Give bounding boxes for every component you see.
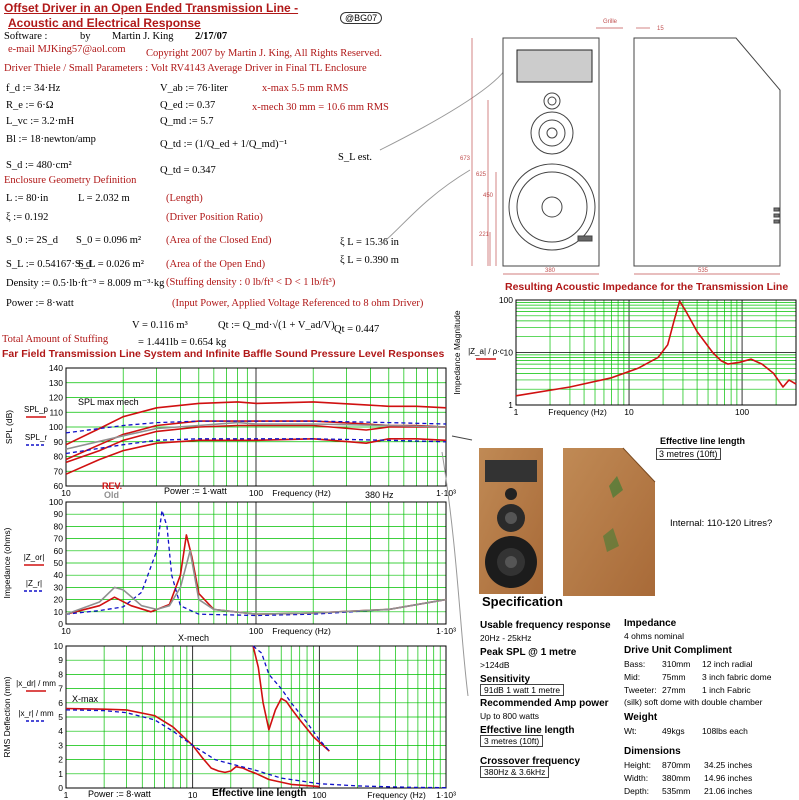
rev-label: REV. — [102, 481, 123, 491]
id-tag: @BG07 — [340, 12, 382, 24]
param-qtd-formula: Q_td := (1/Q_ed + 1/Q_md)⁻¹ — [160, 139, 288, 150]
title-line-2: Acoustic and Electrical Response — [8, 16, 201, 30]
spec-depth: Depth: 535mm 21.06 inches — [624, 786, 753, 796]
geo-qt-formula: Qt := Q_md·√(1 + V_ad/V) — [218, 320, 335, 331]
x-tick-label: 1·10³ — [436, 626, 456, 636]
geo-L: L := 80·in — [6, 193, 49, 204]
param-qmd: Q_md := 5.7 — [160, 116, 214, 127]
date: 2/17/07 — [195, 31, 228, 42]
y-tick-label: 4 — [58, 726, 63, 737]
y-axis-label: SPL (dB) — [4, 409, 14, 445]
x-tick-label: 1 — [63, 790, 69, 800]
software-label: Software : — [4, 31, 48, 42]
y-tick-label: 0 — [58, 783, 63, 793]
power-1w-label: Power := 1·watt — [164, 486, 227, 496]
dim-625: 625 — [476, 172, 487, 178]
legend-label: SPL_r — [24, 433, 48, 442]
grille-label: Grille — [603, 19, 618, 25]
spec-impedance-heading: Impedance — [624, 618, 677, 629]
y-tick-label: 70 — [53, 533, 63, 544]
ts-heading: Driver Thiele / Small Parameters : Volt RV4143 Average Driver in Final TL Enclosure — [4, 63, 367, 74]
legend-label: |Z_a| / ρ·c — [468, 347, 504, 356]
y-tick-label: 60 — [53, 545, 63, 556]
y-tick-label: 40 — [53, 570, 63, 581]
y-tick-label: 8 — [58, 669, 63, 680]
y-tick-label: 90 — [53, 509, 63, 520]
x-axis-label: Frequency (Hz) — [272, 488, 331, 498]
y-tick-label: 60 — [53, 481, 63, 491]
x-max-label: X-max — [72, 694, 99, 704]
spec-tweeter: Tweeter: 27mm 1 inch Fabric — [624, 685, 751, 695]
y-tick-label: 100 — [48, 497, 63, 507]
param-sd: S_d := 480·cm² — [6, 160, 72, 171]
geo-s0-m: S_0 = 0.096 m² — [76, 235, 142, 246]
y-tick-label: 9 — [58, 655, 63, 666]
dim-450: 450 — [483, 193, 494, 199]
y-tick-label: 80 — [53, 451, 63, 462]
old-label: Old — [104, 490, 119, 500]
param-fd: f_d := 34·Hz — [6, 83, 61, 94]
geo-xil-in: ξ L = 15.36 in — [340, 237, 399, 248]
spec-sensitivity: Sensitivity 91dB 1 watt 1 metre — [480, 674, 620, 695]
y-tick-label: 80 — [53, 521, 63, 532]
dim-535: 535 — [698, 268, 709, 274]
y-tick-label: 70 — [53, 466, 63, 477]
speaker-front-photo — [479, 448, 543, 594]
spec-weight-heading: Weight — [624, 712, 658, 723]
spec-impedance-value: 4 ohms nominal — [624, 631, 685, 641]
geometry-heading: Enclosure Geometry Definition — [4, 175, 137, 186]
y-tick-label: 140 — [48, 363, 63, 373]
geo-L-note: (Length) — [166, 193, 203, 204]
side-view — [634, 38, 780, 266]
y-tick-label: 30 — [53, 582, 63, 593]
hz380-label: 380 Hz — [365, 490, 394, 500]
effective-line-right: Effective line length — [660, 436, 746, 446]
by-label: by — [80, 31, 91, 42]
spec-crossover: Crossover frequency 380Hz & 3.6kHz — [480, 756, 581, 777]
geo-sl-note: (Area of the Open End) — [166, 259, 266, 270]
x-tick-label: 100 — [312, 790, 327, 800]
y-tick-label: 20 — [53, 594, 63, 605]
xmax-note: x-max 5.5 mm RMS — [262, 83, 349, 94]
spec-right-column — [624, 618, 796, 796]
geo-xi-note: (Driver Position Ratio) — [166, 212, 263, 223]
param-re: R_e := 6·Ω — [6, 100, 54, 111]
geo-xi: ξ := 0.192 — [6, 212, 49, 223]
y-tick-label: 1 — [58, 768, 63, 779]
spec-drive-heading: Drive Unit Compliment — [624, 645, 732, 656]
spec-dimensions-heading: Dimensions — [624, 746, 681, 757]
dim-221: 221 — [479, 232, 490, 238]
geo-sl: S_L := 0.54167·S_d — [6, 259, 92, 270]
y-tick-label: 10 — [53, 606, 63, 617]
spec-line-length: Effective line length 3 metres (10ft) — [480, 725, 575, 746]
param-qed: Q_ed := 0.37 — [160, 100, 216, 111]
far-field-title: Far Field Transmission Line System and Infinite Baffle Sound Pressure Level Responses — [2, 348, 445, 360]
spec-bass: Bass: 310mm 12 inch radial — [624, 659, 753, 669]
xmech-note: x-mech 30 mm = 10.6 mm RMS — [252, 102, 389, 113]
x-tick-label: 1·10³ — [436, 790, 456, 800]
front-view — [503, 38, 599, 266]
param-lvc: L_vc := 3.2·mH — [6, 116, 75, 127]
internal-volume-note: Internal: 110-120 Litres? — [670, 518, 773, 529]
y-tick-label: 2 — [58, 754, 63, 765]
deflection-chart — [0, 634, 456, 800]
geo-L-m: L = 2.032 m — [78, 193, 130, 204]
y-tick-label: 10 — [503, 347, 513, 358]
impedance-chart — [0, 496, 456, 636]
spec-mid: Mid: 75mm 3 inch fabric dome — [624, 672, 772, 682]
spec-title: Specification — [482, 594, 563, 609]
effective-line-right-value: 3 metres (10ft) — [656, 448, 721, 460]
x-tick-label: 100 — [248, 626, 264, 636]
legend-label: |Z_r| — [25, 579, 43, 588]
param-bl: Bl := 18·newton/amp — [6, 134, 96, 145]
acoustic-impedance-chart — [450, 294, 799, 424]
dim-380: 380 — [545, 268, 556, 274]
spec-tweeter-note: (silk) soft dome with double chamber — [624, 697, 763, 707]
y-tick-label: 0 — [58, 619, 63, 629]
impedance-chart-title: Resulting Acoustic Impedance for the Transmission Line — [505, 281, 789, 293]
param-qtd: Q_td = 0.347 — [160, 165, 216, 176]
sl-est-label: S_L est. — [338, 152, 373, 163]
y-tick-label: 110 — [49, 407, 63, 418]
x-tick-label: 10 — [187, 790, 198, 800]
copyright: Copyright 2007 by Martin J. King, All Rights Reserved. — [146, 48, 382, 59]
y-tick-label: 6 — [58, 697, 63, 708]
geo-density: Density := 0.5·lb·ft⁻³ = 8.009 m⁻³·kg — [6, 278, 165, 289]
spec-width: Width: 380mm 14.96 inches — [624, 773, 753, 783]
geo-xil-m: ξ L = 0.390 m — [340, 255, 399, 266]
dim-15: 15 — [657, 26, 664, 32]
legend-label: SPL_p — [23, 405, 49, 414]
x-tick-label: 10 — [624, 407, 634, 417]
stuffing-label: Total Amount of Stuffing — [2, 334, 109, 345]
x-mech-label: X-mech — [178, 633, 210, 643]
y-tick-label: 5 — [58, 712, 63, 722]
x-tick-label: 1·10³ — [436, 488, 456, 498]
x-tick-label: 10 — [61, 626, 71, 636]
legend-label: |Z_or| — [23, 553, 45, 562]
y-tick-label: 7 — [58, 683, 63, 694]
x-axis-label: Frequency (Hz) — [548, 407, 607, 417]
geo-power: Power := 8·watt — [6, 298, 74, 309]
x-tick-label: 10 — [61, 488, 71, 498]
enclosure-drawing — [380, 0, 799, 280]
connector-lines — [438, 432, 478, 702]
geo-power-note: (Input Power, Applied Voltage Referenced to 8 ohm Driver) — [172, 298, 424, 309]
spec-usable-freq: Usable frequency response 20Hz - 25kHz — [480, 620, 611, 643]
y-tick-label: 1 — [508, 400, 513, 410]
dim-673: 673 — [460, 156, 471, 162]
y-tick-label: 130 — [48, 377, 63, 388]
y-axis-label: Impedance (ohms) — [2, 527, 12, 599]
geo-volume: V = 0.116 m³ — [132, 320, 188, 331]
geo-density-note: (Stuffing density : 0 lb/ft³ < D < 1 lb/ft³) — [166, 277, 336, 288]
x-tick-label: 100 — [734, 407, 750, 417]
speaker-side-photo — [563, 448, 655, 596]
x-tick-label: 1 — [513, 407, 519, 417]
geo-qt: Qt = 0.447 — [334, 324, 380, 335]
spec-left-column — [480, 620, 620, 777]
geo-s0: S_0 := 2S_d — [6, 235, 59, 246]
x-axis-label: Frequency (Hz) — [367, 790, 426, 800]
legend-label: |x_r| / mm — [18, 709, 54, 718]
spl-max-mech-label: SPL max mech — [78, 397, 139, 407]
y-tick-label: 90 — [53, 436, 63, 447]
geo-s0-note: (Area of the Closed End) — [166, 235, 272, 246]
spec-amp-power: Recommended Amp power Up to 800 watts — [480, 698, 609, 721]
stuffing-value: = 1.441lb = 0.654 kg — [138, 337, 227, 348]
speaker-photos — [473, 446, 663, 596]
email[interactable]: e-mail MJKing57@aol.com — [8, 44, 126, 55]
spl-chart — [0, 360, 456, 500]
title-line-1: Offset Driver in an Open Ended Transmission Line - — [4, 1, 299, 15]
y-tick-label: 10 — [53, 641, 63, 651]
legend-label: |x_dr| / mm — [16, 679, 56, 688]
x-tick-label: 100 — [248, 488, 264, 498]
x-axis-label: Frequency (Hz) — [272, 626, 331, 636]
y-tick-label: 100 — [498, 295, 513, 305]
y-axis-label: RMS Deflection (mm) — [2, 676, 12, 758]
spec-weight: Wt: 49kgs 108lbs each — [624, 726, 748, 736]
y-tick-label: 100 — [48, 422, 63, 432]
spec-height: Height: 870mm 34.25 inches — [624, 760, 753, 770]
y-tick-label: 3 — [58, 740, 63, 751]
param-vab: V_ab := 76·liter — [160, 83, 228, 94]
y-tick-label: 120 — [48, 392, 63, 403]
y-axis-label: Impedance Magnitude — [452, 310, 462, 395]
y-tick-label: 50 — [53, 558, 63, 568]
spec-peak-spl: Peak SPL @ 1 metre >124dB — [480, 647, 577, 670]
author-name: Martin J. King — [112, 31, 174, 42]
power-8w-label: Power := 8·watt — [88, 789, 151, 799]
effective-line-bottom: Effective line length — [212, 788, 307, 799]
geo-sl-m: S_L = 0.026 m² — [78, 259, 144, 270]
